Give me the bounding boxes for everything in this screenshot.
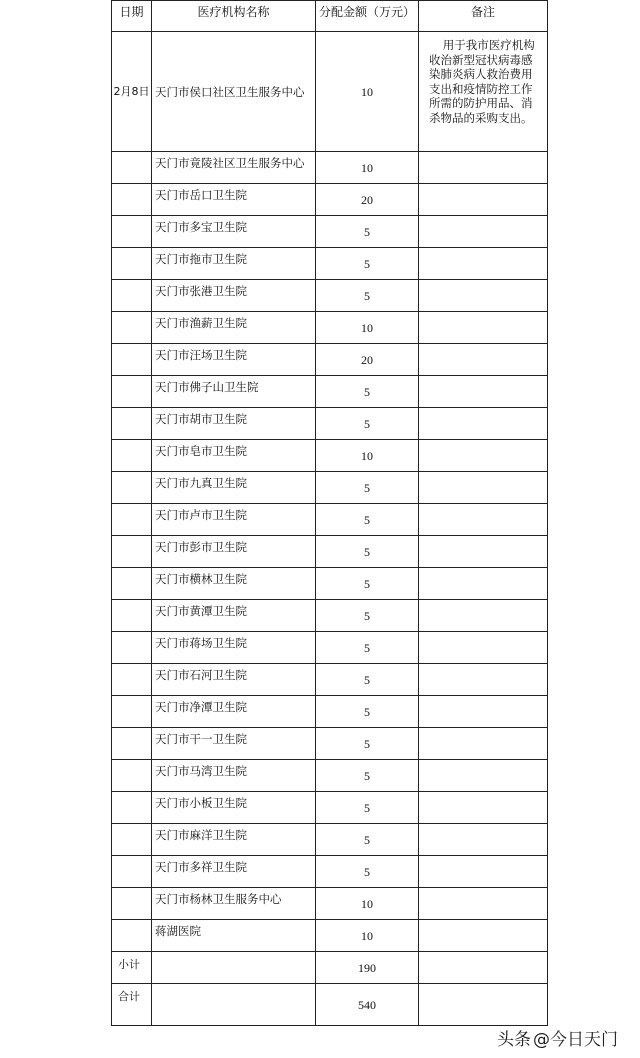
remark-cell-empty bbox=[419, 440, 548, 472]
remark-cell-empty bbox=[419, 568, 548, 600]
remark-cell-empty bbox=[419, 216, 548, 248]
amount-cell: 10 bbox=[316, 440, 419, 472]
date-cell-empty bbox=[112, 632, 152, 664]
date-cell-empty bbox=[112, 280, 152, 312]
institution-name: 天门市马湾卫生院 bbox=[152, 760, 316, 792]
institution-name: 天门市麻洋卫生院 bbox=[152, 824, 316, 856]
institution-name: 天门市竟陵社区卫生服务中心 bbox=[152, 152, 316, 184]
remark-cell-empty bbox=[419, 344, 548, 376]
table-row bbox=[112, 184, 548, 216]
amount-cell: 5 bbox=[316, 824, 419, 856]
institution-name: 天门市拖市卫生院 bbox=[152, 248, 316, 280]
date-cell-empty bbox=[112, 440, 152, 472]
institution-name: 蒋湖医院 bbox=[152, 920, 316, 952]
amount-cell: 5 bbox=[316, 216, 419, 248]
institution-name: 天门市张港卫生院 bbox=[152, 280, 316, 312]
institution-name: 天门市九真卫生院 bbox=[152, 472, 316, 504]
institution-name: 天门市多宝卫生院 bbox=[152, 216, 316, 248]
date-cell-empty bbox=[112, 216, 152, 248]
table-row bbox=[112, 216, 548, 248]
table-row bbox=[112, 152, 548, 184]
remark-cell-empty bbox=[419, 632, 548, 664]
table-row bbox=[112, 856, 548, 888]
institution-name: 天门市渔薪卫生院 bbox=[152, 312, 316, 344]
remark-cell-empty bbox=[419, 856, 548, 888]
institution-name: 天门市皂市卫生院 bbox=[152, 440, 316, 472]
table-row bbox=[112, 632, 548, 664]
institution-name: 天门市杨林卫生服务中心 bbox=[152, 888, 316, 920]
institution-name: 天门市黄潭卫生院 bbox=[152, 600, 316, 632]
institution-name: 天门市汪场卫生院 bbox=[152, 344, 316, 376]
institution-name: 天门市干一卫生院 bbox=[152, 728, 316, 760]
table-row bbox=[112, 472, 548, 504]
institution-name: 天门市石河卫生院 bbox=[152, 664, 316, 696]
remark-cell-empty bbox=[419, 696, 548, 728]
table-row bbox=[112, 696, 548, 728]
remark-cell-empty bbox=[419, 664, 548, 696]
amount-cell: 5 bbox=[316, 792, 419, 824]
amount-cell: 5 bbox=[316, 408, 419, 440]
header-remark: 备注 bbox=[419, 1, 548, 32]
watermark bbox=[497, 1022, 637, 1052]
remark-cell-empty bbox=[419, 536, 548, 568]
remark-cell-empty bbox=[419, 760, 548, 792]
date-cell-empty bbox=[112, 728, 152, 760]
amount-cell: 5 bbox=[316, 536, 419, 568]
date-cell-empty bbox=[112, 312, 152, 344]
table-row bbox=[112, 32, 548, 152]
amount-cell: 10 bbox=[316, 152, 419, 184]
date-cell-empty bbox=[112, 600, 152, 632]
watermark-account: @今日天门 bbox=[533, 1029, 618, 1050]
amount-cell: 5 bbox=[316, 568, 419, 600]
amount-cell: 10 bbox=[316, 32, 419, 152]
amount-cell: 5 bbox=[316, 600, 419, 632]
table-row bbox=[112, 280, 548, 312]
table-row bbox=[112, 344, 548, 376]
date-cell-empty bbox=[112, 824, 152, 856]
date-cell-empty bbox=[112, 248, 152, 280]
table-row bbox=[112, 248, 548, 280]
table-row bbox=[112, 408, 548, 440]
date-cell-empty bbox=[112, 536, 152, 568]
remark-cell-empty bbox=[419, 152, 548, 184]
table-row bbox=[112, 760, 548, 792]
subtotal-empty bbox=[152, 952, 316, 984]
header-date: 日期 bbox=[112, 1, 152, 32]
date-cell-empty bbox=[112, 888, 152, 920]
institution-name: 天门市净潭卫生院 bbox=[152, 696, 316, 728]
amount-cell: 10 bbox=[316, 888, 419, 920]
remark-cell-empty bbox=[419, 600, 548, 632]
table-row bbox=[112, 568, 548, 600]
institution-name: 天门市彭市卫生院 bbox=[152, 536, 316, 568]
date-cell-empty bbox=[112, 344, 152, 376]
table-header-row bbox=[112, 1, 548, 32]
amount-cell: 10 bbox=[316, 920, 419, 952]
remark-cell: 用于我市医疗机构收治新型冠状病毒感染肺炎病人救治费用支出和疫情防控工作所需的防护用品、消杀物品的采购支出。 bbox=[419, 32, 548, 152]
date-cell-empty bbox=[112, 696, 152, 728]
header-institution: 医疗机构名称 bbox=[152, 1, 316, 32]
total-label: 合计 bbox=[112, 984, 152, 1026]
table-row bbox=[112, 728, 548, 760]
institution-name: 天门市侯口社区卫生服务中心 bbox=[152, 32, 316, 152]
date-cell-empty bbox=[112, 792, 152, 824]
remark-cell-empty bbox=[419, 888, 548, 920]
watermark-brand: 头条 bbox=[497, 1029, 531, 1050]
amount-cell: 5 bbox=[316, 664, 419, 696]
remark-cell-empty bbox=[419, 408, 548, 440]
table-row bbox=[112, 504, 548, 536]
amount-cell: 5 bbox=[316, 632, 419, 664]
remark-cell-empty bbox=[419, 792, 548, 824]
amount-cell: 5 bbox=[316, 248, 419, 280]
amount-cell: 10 bbox=[316, 312, 419, 344]
institution-name: 天门市横林卫生院 bbox=[152, 568, 316, 600]
table-row bbox=[112, 536, 548, 568]
date-cell-empty bbox=[112, 472, 152, 504]
remark-cell-empty bbox=[419, 184, 548, 216]
date-cell-empty bbox=[112, 184, 152, 216]
remark-cell-empty bbox=[419, 280, 548, 312]
subtotal-amount: 190 bbox=[316, 952, 419, 984]
institution-name: 天门市岳口卫生院 bbox=[152, 184, 316, 216]
date-cell-empty bbox=[112, 664, 152, 696]
header-amount: 分配金额（万元） bbox=[316, 1, 419, 32]
amount-cell: 20 bbox=[316, 344, 419, 376]
date-cell-empty bbox=[112, 152, 152, 184]
amount-cell: 5 bbox=[316, 728, 419, 760]
institution-name: 天门市蒋场卫生院 bbox=[152, 632, 316, 664]
table-row bbox=[112, 888, 548, 920]
date-cell-empty bbox=[112, 856, 152, 888]
amount-cell: 5 bbox=[316, 504, 419, 536]
table-row bbox=[112, 792, 548, 824]
amount-cell: 5 bbox=[316, 472, 419, 504]
table-row bbox=[112, 376, 548, 408]
amount-cell: 5 bbox=[316, 856, 419, 888]
allocation-table bbox=[111, 0, 548, 1026]
institution-name: 天门市佛子山卫生院 bbox=[152, 376, 316, 408]
institution-name: 天门市多祥卫生院 bbox=[152, 856, 316, 888]
remark-cell-empty bbox=[419, 472, 548, 504]
total-amount: 540 bbox=[316, 984, 419, 1026]
date-cell: 2月8日 bbox=[112, 32, 152, 152]
subtotal-row bbox=[112, 952, 548, 984]
remark-cell-empty bbox=[419, 920, 548, 952]
date-cell-empty bbox=[112, 568, 152, 600]
total-row bbox=[112, 984, 548, 1026]
table-row bbox=[112, 824, 548, 856]
table-row bbox=[112, 600, 548, 632]
amount-cell: 20 bbox=[316, 184, 419, 216]
table-row bbox=[112, 440, 548, 472]
total-empty bbox=[152, 984, 316, 1026]
institution-name: 天门市小板卫生院 bbox=[152, 792, 316, 824]
institution-name: 天门市卢市卫生院 bbox=[152, 504, 316, 536]
amount-cell: 5 bbox=[316, 376, 419, 408]
institution-name: 天门市胡市卫生院 bbox=[152, 408, 316, 440]
remark-cell-empty bbox=[419, 504, 548, 536]
date-cell-empty bbox=[112, 760, 152, 792]
remark-cell-empty bbox=[419, 824, 548, 856]
remark-cell-empty bbox=[419, 376, 548, 408]
amount-cell: 5 bbox=[316, 760, 419, 792]
table-row bbox=[112, 920, 548, 952]
amount-cell: 5 bbox=[316, 696, 419, 728]
subtotal-remark-empty bbox=[419, 952, 548, 984]
subtotal-label: 小计 bbox=[112, 952, 152, 984]
remark-cell-empty bbox=[419, 248, 548, 280]
table-row bbox=[112, 312, 548, 344]
date-cell-empty bbox=[112, 376, 152, 408]
remark-cell-empty bbox=[419, 728, 548, 760]
total-remark-empty bbox=[419, 984, 548, 1026]
remark-cell-empty bbox=[419, 312, 548, 344]
date-cell-empty bbox=[112, 408, 152, 440]
date-cell-empty bbox=[112, 504, 152, 536]
table-row bbox=[112, 664, 548, 696]
amount-cell: 5 bbox=[316, 280, 419, 312]
date-cell-empty bbox=[112, 920, 152, 952]
